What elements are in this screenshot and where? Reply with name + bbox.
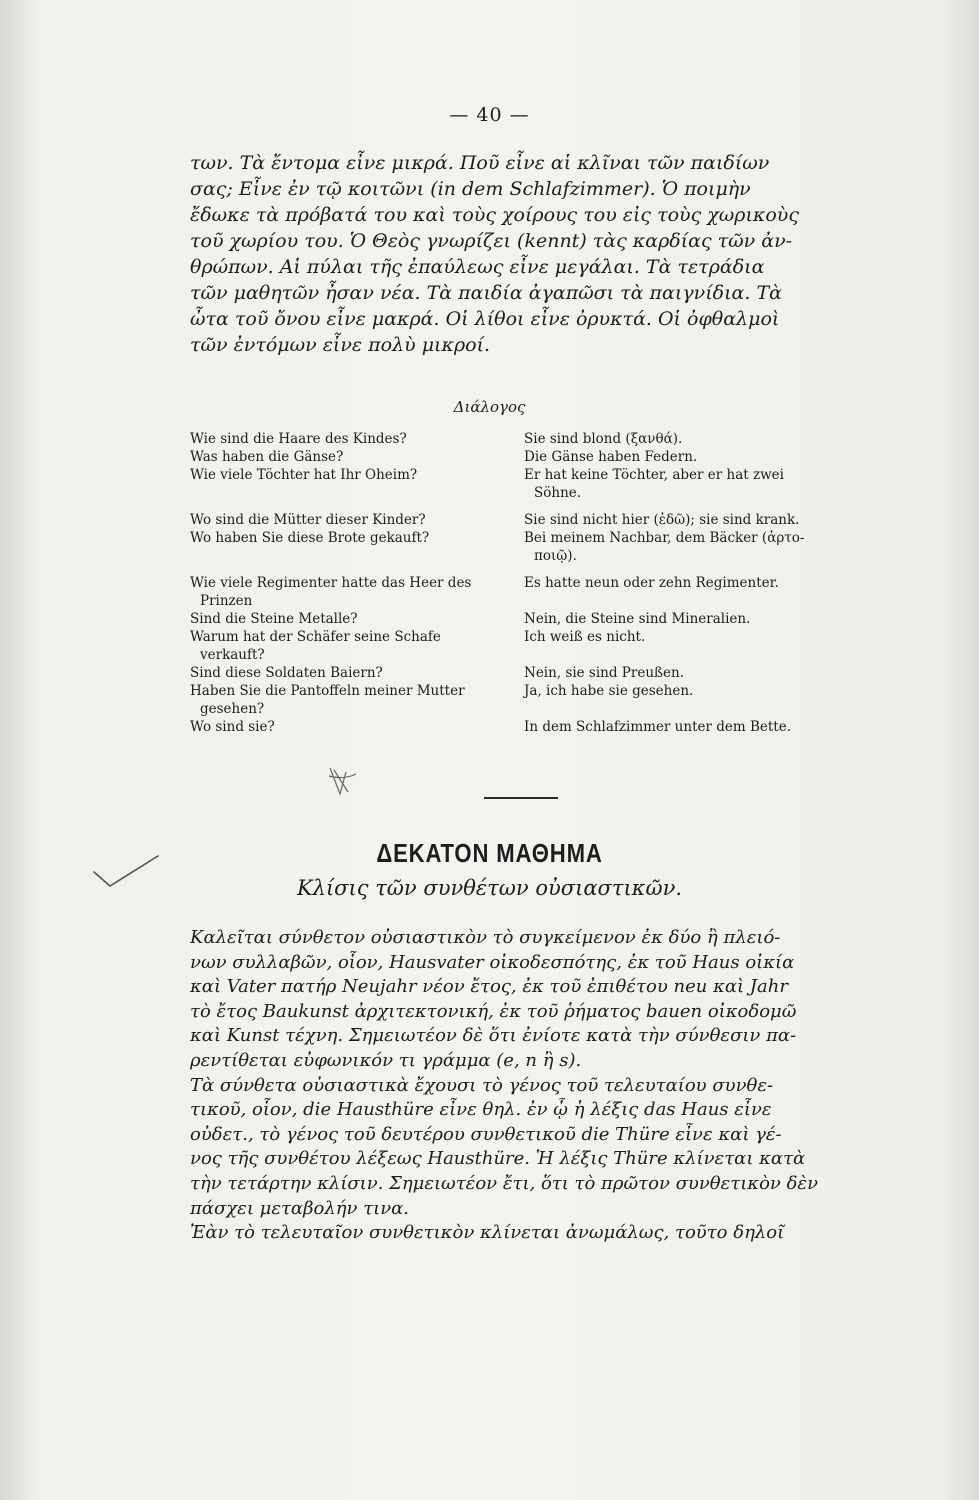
answer-line: Bei meinem Nachbar, dem Bäcker (ἀρτο-: [524, 530, 805, 546]
answer-line: Nein, die Steine sind Mineralien.: [524, 611, 751, 627]
dialogue-row: [190, 466, 870, 502]
dialogue-answer: [524, 529, 869, 565]
question-line: gesehen?: [200, 701, 265, 717]
answer-line: Ja, ich habe sie gesehen.: [524, 683, 694, 699]
section-divider: [484, 797, 558, 799]
dialogue-question: [190, 448, 510, 466]
lesson-subtitle: Κλίσις τῶν συνθέτων οὐσιαστικῶν.: [296, 876, 683, 900]
question-line: Warum hat der Schäfer seine Schafe: [190, 629, 441, 645]
dialogue-question: [190, 529, 510, 565]
text-line: ὦτα τοῦ ὄνου εἶνε μακρά. Οἱ λίθοι εἶνε ὀρυκτά. Οἱ ὀφθαλμοὶ: [190, 308, 780, 330]
text-line: πάσχει μεταβολήν τινα.: [190, 1197, 410, 1219]
text-line: θρώπων. Αἱ πύλαι τῆς ἐπαύλεως εἶνε μεγάλαι. Τὰ τετράδια: [190, 256, 765, 278]
dialogue-answer: [524, 466, 869, 502]
dialogue-answer: [524, 682, 869, 718]
answer-line: Er hat keine Töchter, aber er hat zwei: [524, 467, 784, 483]
text-line: σας; Εἶνε ἐν τῷ κοιτῶνι (in dem Schlafzimmer). Ὁ ποιμὴν: [190, 178, 751, 200]
answer-line: Es hatte neun oder zehn Regimenter.: [524, 575, 779, 591]
dialogue-answer: [524, 511, 869, 529]
dialogue-row: [190, 430, 870, 448]
dialogue-answer: [524, 574, 869, 610]
question-line: Wie sind die Haare des Kindes?: [190, 431, 407, 447]
dialogue-answer: [524, 448, 869, 466]
text-line: τοῦ χωρίου του. Ὁ Θεὸς γνωρίζει (kennt) τὰς καρδίας τῶν ἀν-: [190, 230, 793, 252]
dialogue-question: [190, 682, 510, 718]
text-line: τῶν ἐντόμων εἶνε πολὺ μικροί.: [190, 334, 491, 356]
greek-exercise-paragraph: [190, 150, 866, 358]
question-line: Wie viele Regimenter hatte das Heer des: [190, 575, 472, 591]
dialogue-question: [190, 718, 510, 736]
text-line: Καλεῖται σύνθετον οὐσιαστικὸν τὸ συγκείμενον ἐκ δύο ἢ πλειό-: [190, 927, 781, 948]
text-line: ρεντίθεται εὐφωνικόν τι γράμμα (e, n ἢ s).: [190, 1049, 582, 1071]
question-line: verkauft?: [200, 647, 265, 663]
answer-line: Sie sind nicht hier (ἐδῶ); sie sind krank.: [524, 512, 800, 528]
dialogue-question: [190, 664, 510, 682]
dialogue-question: [190, 610, 510, 628]
dialogue-answer: [524, 718, 869, 736]
page-number: — 40 —: [449, 104, 530, 126]
dialogue-table: [190, 430, 870, 736]
question-line: Haben Sie die Pantoffeln meiner Mutter: [190, 683, 465, 699]
dialogue-row: [190, 610, 870, 628]
answer-line: Söhne.: [534, 485, 582, 501]
text-line: ἔδωκε τὰ πρόβατά του καὶ τοὺς χοίρους του εἰς τοὺς χωρικοὺς: [190, 204, 800, 226]
dialogue-row: [190, 574, 870, 610]
question-line: Prinzen: [200, 593, 253, 609]
dialogue-row: [190, 682, 870, 718]
question-line: Was haben die Gänse?: [190, 449, 344, 465]
dialogue-answer: [524, 628, 869, 664]
question-line: Wo sind die Mütter dieser Kinder?: [190, 512, 426, 528]
question-line: Wo sind sie?: [190, 719, 275, 735]
text-line: νων συλλαβῶν, οἷον, Hausvater οἰκοδεσπότης, ἐκ τοῦ Haus οἰκία: [190, 951, 795, 973]
dialogue-heading: Διάλογος: [453, 398, 526, 416]
text-line: τὸ ἔτος Baukunst ἀρχιτεκτονική, ἐκ τοῦ ῥήματος bauen οἰκοδομῶ: [190, 1000, 797, 1022]
text-line: νος τῆς συνθέτου λέξεως Hausthüre. Ἡ λέξις Thüre κλίνεται κατὰ: [190, 1148, 806, 1170]
pencil-checkmark-icon: [92, 852, 162, 892]
dialogue-answer: [524, 664, 869, 682]
text-line: καὶ Kunst τέχνη. Σημειωτέον δὲ ὅτι ἐνίοτε κατὰ τὴν σύνθεσιν πα-: [190, 1025, 797, 1047]
text-line: τικοῦ, οἷον, die Hausthüre εἶνε θηλ. ἐν ᾧ ἡ λέξις das Haus εἶνε: [190, 1099, 772, 1121]
answer-line: In dem Schlafzimmer unter dem Bette.: [524, 719, 791, 735]
text-line: Τὰ σύνθετα οὐσιαστικὰ ἔχουσι τὸ γένος τοῦ τελευταίου συνθε-: [190, 1074, 774, 1096]
dialogue-question: [190, 628, 510, 664]
question-line: Wie viele Töchter hat Ihr Oheim?: [190, 467, 418, 483]
dialogue-answer: [524, 610, 869, 628]
lesson-title: ΔΕΚΑΤΟΝ ΜΑΘΗΜΑ: [376, 838, 603, 868]
question-line: Wo haben Sie diese Brote gekauft?: [190, 530, 430, 546]
question-line: Sind diese Soldaten Baiern?: [190, 665, 383, 681]
text-line: Ἐὰν τὸ τελευταῖον συνθετικὸν κλίνεται ἀνωμάλως, τοῦτο δηλοῖ: [190, 1222, 785, 1244]
dialogue-row: [190, 448, 870, 466]
dialogue-row: [190, 664, 870, 682]
answer-line: Die Gänse haben Federn.: [524, 449, 698, 465]
dialogue-row: [190, 511, 870, 529]
question-line: Sind die Steine Metalle?: [190, 611, 358, 627]
answer-line: Nein, sie sind Preußen.: [524, 665, 685, 681]
answer-line: Ich weiß es nicht.: [524, 629, 646, 645]
grammar-paragraph: [190, 926, 866, 1246]
text-line: τῶν μαθητῶν ἦσαν νέα. Τὰ παιδία ἀγαπῶσι τὰ παιγνίδια. Τὰ: [190, 282, 782, 304]
text-line: οὐδετ., τὸ γένος τοῦ δευτέρου συνθετικοῦ die Thüre εἶνε καὶ γέ-: [190, 1123, 782, 1145]
text-line: καὶ Vater πατήρ Neujahr νέον ἔτος, ἐκ τοῦ ἐπιθέτου neu καὶ Jahr: [190, 976, 788, 998]
dialogue-row: [190, 718, 870, 736]
text-line: τὴν τετάρτην κλίσιν. Σημειωτέον ἔτι, ὅτι τὸ πρῶτον συνθετικὸν δὲν: [190, 1172, 819, 1194]
dialogue-question: [190, 466, 510, 502]
dialogue-question: [190, 430, 510, 448]
pencil-scribble-icon: [326, 764, 360, 800]
dialogue-answer: [524, 430, 869, 448]
dialogue-question: [190, 511, 510, 529]
dialogue-row: [190, 628, 870, 664]
answer-line: Sie sind blond (ξανθά).: [524, 431, 683, 447]
dialogue-row: [190, 529, 870, 565]
text-line: των. Τὰ ἔντομα εἶνε μικρά. Ποῦ εἶνε αἱ κλῖναι τῶν παιδίων: [190, 152, 770, 174]
dialogue-question: [190, 574, 510, 610]
answer-line: ποιῷ).: [534, 548, 577, 564]
